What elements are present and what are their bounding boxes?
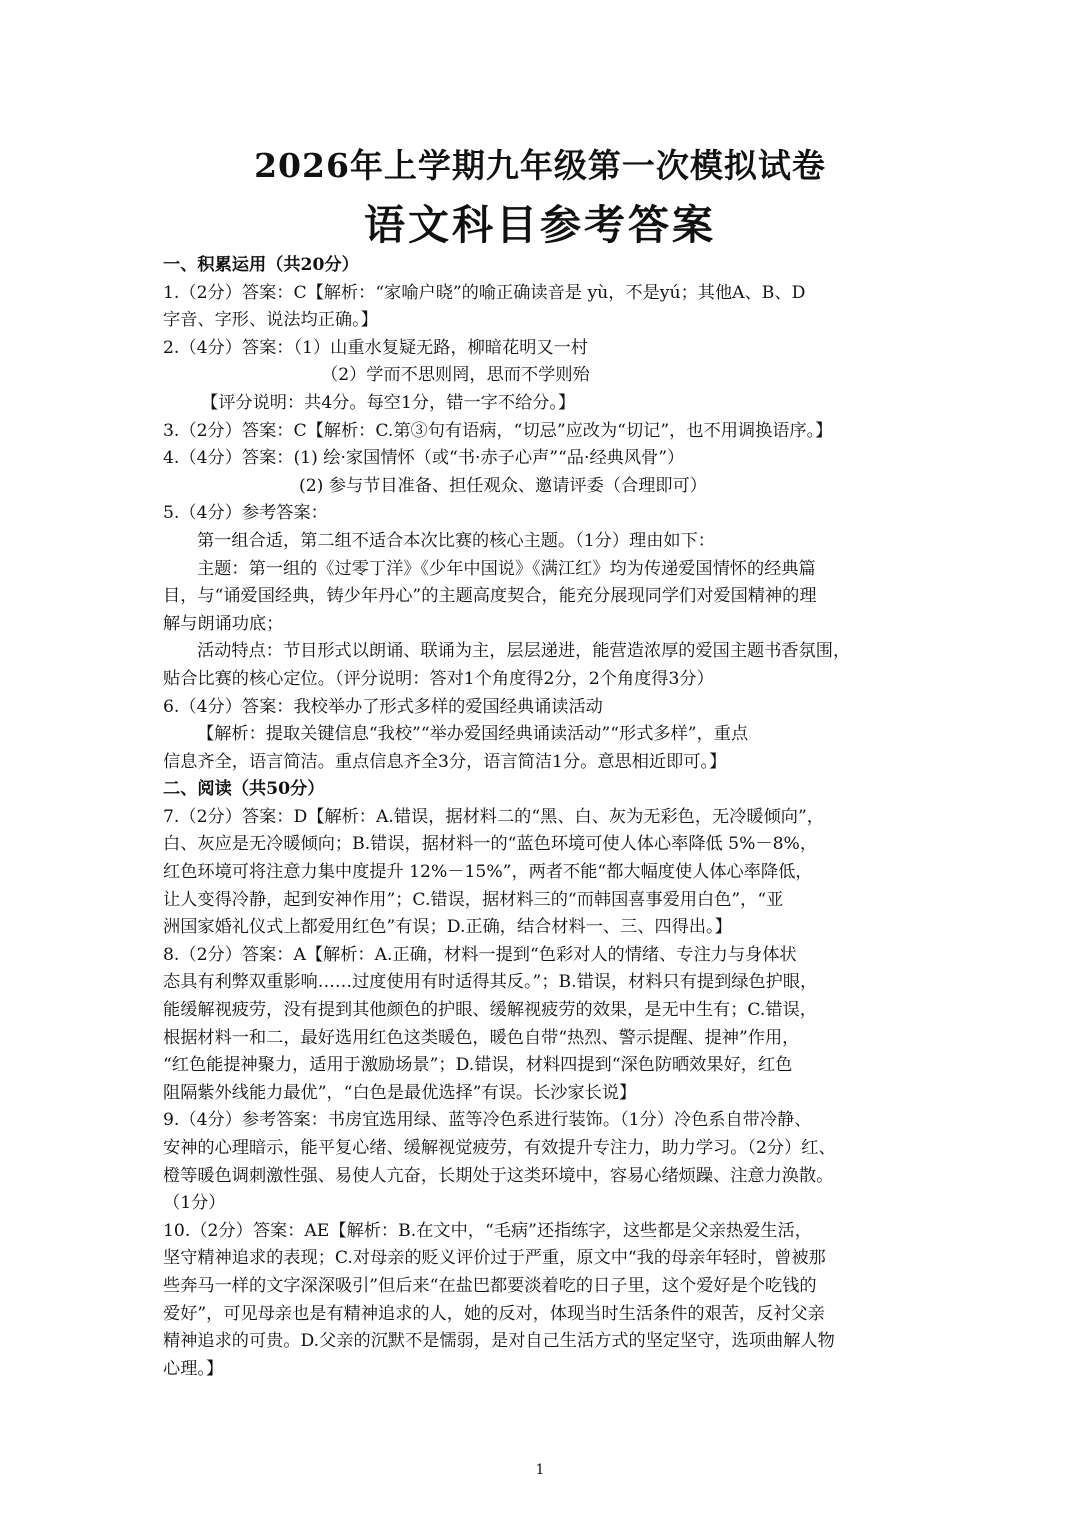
answer-line: 橙等暖色调刺激性强、易使人亢奋，长期处于这类环境中，容易心绪烦躁、注意力涣散。 bbox=[163, 1165, 834, 1186]
answer-line: 3.（2分）答案：C【解析：C.第③句有语病，“切忌”应改为“切记”，也不用调换语序。】 bbox=[163, 420, 833, 441]
answer-line: 活动特点：节目形式以朗诵、联诵为主，层层递进，能营造浓厚的爱国主题书香氛围， bbox=[197, 641, 851, 662]
answer-line: 1.（2分）答案：C【解析：“家喻户晓”的喻正确读音是 yù，不是yú；其他A、B、D bbox=[163, 282, 806, 303]
answer-line: 4.（4分）答案：(1) 绘·家国情怀（或“书·赤子心声”“品·经典风骨”） bbox=[163, 448, 685, 469]
answer-line: 态具有利弊双重影响……过度使用有时适得其反。”；B.错误，材料只有提到绿色护眼， bbox=[163, 972, 818, 993]
answer-line: 主题：第一组的《过零丁洋》《少年中国说》《满江红》均为传递爱国情怀的经典篇 bbox=[197, 558, 816, 579]
answer-line: (2) 参与节目准备、担任观众、邀请评委（合理即可） bbox=[299, 475, 707, 496]
answer-line: 坚守精神追求的表现；C.对母亲的贬义评价过于严重，原文中“我的母亲年轻时，曾被那 bbox=[163, 1248, 826, 1269]
answer-body bbox=[163, 252, 923, 1383]
answer-line: “红色能提神聚力，适用于激励场景”；D.错误，材料四提到“深色防晒效果好，红色 bbox=[163, 1055, 793, 1076]
answer-line: 5.（4分）参考答案： bbox=[163, 503, 328, 524]
answer-line: 字音、字形、说法均正确。】 bbox=[163, 310, 378, 331]
answer-line: 心理。】 bbox=[163, 1358, 224, 1379]
answer-line: 目，与“诵爱国经典，铸少年丹心”的主题高度契合，能充分展现同学们对爱国精神的理 bbox=[163, 586, 817, 607]
answer-line: 9.（4分）参考答案：书房宜选用绿、蓝等冷色系进行装饰。（1分）冷色系自带冷静、 bbox=[163, 1110, 812, 1131]
answer-line: 【评分说明：共4分。每空1分，错一字不给分。】 bbox=[201, 392, 576, 413]
answer-line: 2.（4分）答案：（1）山重水复疑无路，柳暗花明又一村 bbox=[163, 337, 588, 358]
answer-line: 安神的心理暗示，能平复心绪、缓解视觉疲劳，有效提升专注力，助力学习。（2分）红、 bbox=[163, 1138, 836, 1158]
section-heading: 二、阅读（共50分） bbox=[163, 779, 325, 800]
answer-line: 洲国家婚礼仪式上都爱用红色”有误；D.正确，结合材料一、三、四得出。】 bbox=[163, 917, 732, 938]
answer-line: 让人变得冷静，起到安神作用”；C.错误，据材料三的“而韩国喜事爱用白色”，“亚 bbox=[163, 889, 784, 910]
answer-line: 6.（4分）答案：我校举办了形式多样的爱国经典诵读活动 bbox=[163, 696, 603, 717]
answer-line: 红色环境可将注意力集中度提升 12%－15%”，两者不能“都大幅度使人体心率降低， bbox=[163, 862, 813, 883]
exam-title: 2026年上学期九年级第一次模拟试卷 bbox=[254, 146, 826, 185]
answer-line: 解与朗诵功底； bbox=[163, 613, 284, 634]
answer-line: 【解析：提取关键信息“我校”“举办爱国经典诵读活动”“形式多样”，重点 bbox=[197, 724, 749, 745]
answer-line: 根据材料一和二，最好选用红色这类暖色，暖色自带“热烈、警示提醒、提神”作用， bbox=[163, 1027, 800, 1048]
answer-line: 第一组合适，第二组不适合本次比赛的核心主题。（1分）理由如下： bbox=[197, 530, 715, 551]
answer-line: 10.（2分）答案：AE【解析：B.在文中，“毛病”还指练字，这些都是父亲热爱生活， bbox=[163, 1220, 812, 1241]
answer-line: 阻隔紫外线能力最优”，“白色是最优选择”有误。长沙家长说】 bbox=[163, 1082, 637, 1103]
answer-line: 能缓解视疲劳，没有提到其他颜色的护眼、缓解视疲劳的效果，是无中生有；C.错误， bbox=[163, 1000, 817, 1021]
answer-line: 些奔马一样的文字深深吸引”但后来“在盐巴都要淡着吃的日子里，这个爱好是个吃钱的 bbox=[163, 1275, 817, 1296]
page-number: 1 bbox=[535, 1462, 545, 1478]
answer-key-title: 语文科目参考答案 bbox=[364, 201, 716, 249]
answer-line: 贴合比赛的核心定位。（评分说明：答对1个角度得2分，2个角度得3分） bbox=[163, 668, 714, 689]
section-heading: 一、积累运用（共20分） bbox=[163, 255, 359, 275]
answer-line: 精神追求的可贵。D.父亲的沉默不是懦弱，是对自己生活方式的坚定坚守，选项曲解人物 bbox=[163, 1331, 835, 1352]
answer-line: （2）学而不思则罔，思而不学则殆 bbox=[321, 365, 590, 386]
answer-line: 8.（2分）答案：A【解析：A.正确，材料一提到“色彩对人的情绪、专注力与身体状 bbox=[163, 944, 797, 965]
answer-line: （1分） bbox=[163, 1193, 226, 1214]
answer-line: 爱好”，可见母亲也是有精神追求的人，她的反对，体现当时生活条件的艰苦，反衬父亲 bbox=[163, 1303, 825, 1324]
answer-line: 白、灰应是无冷暖倾向；B.错误，据材料一的“蓝色环境可使人体心率降低 5%－8%， bbox=[163, 834, 818, 855]
answer-line: 信息齐全，语言简洁。重点信息齐全3分，语言简洁1分。意思相近即可。】 bbox=[163, 751, 727, 772]
answer-line: 7.（2分）答案：D【解析：A.错误，据材料二的“黑、白、灰为无彩色，无冷暖倾向”， bbox=[163, 806, 824, 827]
